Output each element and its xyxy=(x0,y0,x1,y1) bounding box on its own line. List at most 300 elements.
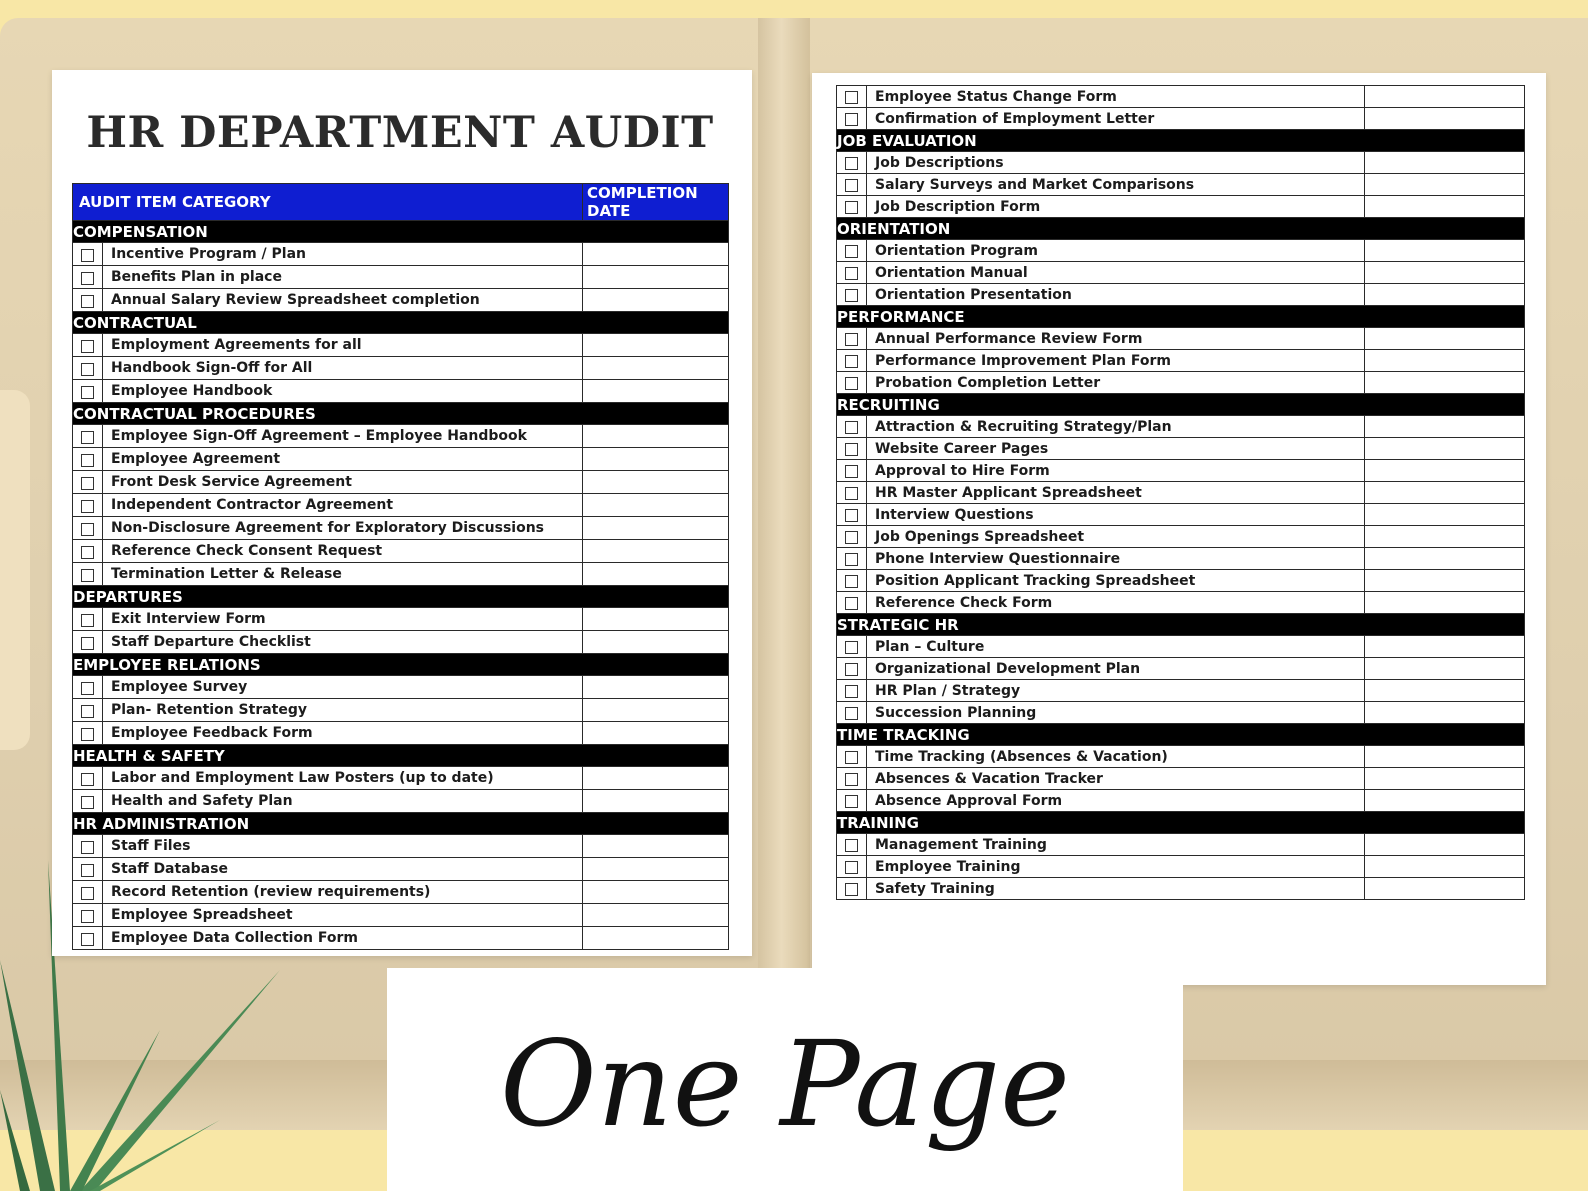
checkbox-cell xyxy=(837,548,867,570)
checkbox[interactable] xyxy=(845,663,858,676)
table-row xyxy=(73,425,729,448)
audit-item-label: Employee Training xyxy=(867,856,1365,878)
table-row xyxy=(73,676,729,699)
table-row xyxy=(837,636,1525,658)
completion-date-cell[interactable] xyxy=(583,243,729,266)
audit-table-left xyxy=(72,183,729,950)
completion-date-cell[interactable] xyxy=(583,835,729,858)
completion-date-cell[interactable] xyxy=(1365,240,1525,262)
table-row xyxy=(837,328,1525,350)
checkbox-cell xyxy=(837,834,867,856)
checkbox[interactable] xyxy=(81,773,94,786)
checkbox-cell xyxy=(73,266,103,289)
checkbox-cell xyxy=(73,676,103,699)
audit-item-label: Absences & Vacation Tracker xyxy=(867,768,1365,790)
completion-date-cell[interactable] xyxy=(1365,86,1525,108)
category-label: COMPENSATION xyxy=(73,221,729,243)
completion-date-cell[interactable] xyxy=(583,722,729,745)
completion-date-cell[interactable] xyxy=(1365,196,1525,218)
checkbox-cell xyxy=(73,858,103,881)
audit-item-label: Employee Survey xyxy=(103,676,583,699)
checkbox-cell xyxy=(837,174,867,196)
checkbox[interactable] xyxy=(845,355,858,368)
checkbox-cell xyxy=(73,767,103,790)
completion-date-cell[interactable] xyxy=(1365,108,1525,130)
completion-date-cell[interactable] xyxy=(1365,262,1525,284)
checkbox[interactable] xyxy=(845,861,858,874)
checkbox[interactable] xyxy=(845,597,858,610)
checkbox[interactable] xyxy=(81,431,94,444)
category-label: DEPARTURES xyxy=(73,586,729,608)
checkbox-cell xyxy=(837,460,867,482)
completion-date-cell[interactable] xyxy=(583,676,729,699)
category-label: STRATEGIC HR xyxy=(837,614,1525,636)
checkbox[interactable] xyxy=(81,933,94,946)
checkbox[interactable] xyxy=(81,796,94,809)
table-row xyxy=(837,702,1525,724)
audit-item-label: Health and Safety Plan xyxy=(103,790,583,813)
table-row xyxy=(837,284,1525,306)
completion-date-cell[interactable] xyxy=(583,540,729,563)
checkbox[interactable] xyxy=(845,487,858,500)
header-completion-date: COMPLETION DATE xyxy=(583,184,729,221)
checkbox[interactable] xyxy=(81,477,94,490)
table-row xyxy=(837,174,1525,196)
audit-item-label: HR Plan / Strategy xyxy=(867,680,1365,702)
checkbox[interactable] xyxy=(845,707,858,720)
category-row-performance xyxy=(837,306,1525,328)
table-row xyxy=(73,517,729,540)
category-label: EMPLOYEE RELATIONS xyxy=(73,654,729,676)
completion-date-cell[interactable] xyxy=(1365,152,1525,174)
checkbox-cell xyxy=(73,334,103,357)
completion-date-cell[interactable] xyxy=(1365,746,1525,768)
category-label: TIME TRACKING xyxy=(837,724,1525,746)
checkbox[interactable] xyxy=(845,795,858,808)
completion-date-cell[interactable] xyxy=(583,608,729,631)
checkbox-cell xyxy=(73,927,103,950)
completion-date-cell[interactable] xyxy=(583,858,729,881)
audit-item-label: Interview Questions xyxy=(867,504,1365,526)
checkbox[interactable] xyxy=(81,569,94,582)
audit-item-label: Reference Check Form xyxy=(867,592,1365,614)
completion-date-cell[interactable] xyxy=(583,904,729,927)
checkbox[interactable] xyxy=(81,454,94,467)
checkbox[interactable] xyxy=(81,386,94,399)
completion-date-cell[interactable] xyxy=(583,563,729,586)
checkbox-cell xyxy=(73,289,103,312)
checkbox[interactable] xyxy=(81,682,94,695)
checkbox-cell xyxy=(837,768,867,790)
checkbox-cell xyxy=(837,196,867,218)
checkbox[interactable] xyxy=(81,728,94,741)
table-row xyxy=(837,834,1525,856)
table-row xyxy=(837,108,1525,130)
checkbox[interactable] xyxy=(845,575,858,588)
audit-item-label: Labor and Employment Law Posters (up to date) xyxy=(103,767,583,790)
table-row xyxy=(73,334,729,357)
checkbox-cell xyxy=(837,702,867,724)
audit-item-label: Orientation Presentation xyxy=(867,284,1365,306)
completion-date-cell[interactable] xyxy=(1365,350,1525,372)
table-row xyxy=(73,357,729,380)
completion-date-cell[interactable] xyxy=(1365,658,1525,680)
completion-date-cell[interactable] xyxy=(1365,416,1525,438)
checkbox-cell xyxy=(73,835,103,858)
table-row xyxy=(837,658,1525,680)
completion-date-cell[interactable] xyxy=(583,425,729,448)
audit-item-label: Employee Status Change Form xyxy=(867,86,1365,108)
checkbox[interactable] xyxy=(845,113,858,126)
audit-item-label: Confirmation of Employment Letter xyxy=(867,108,1365,130)
checkbox-cell xyxy=(73,631,103,654)
checkbox-cell xyxy=(837,416,867,438)
checkbox[interactable] xyxy=(845,751,858,764)
table-row xyxy=(837,152,1525,174)
checkbox-cell xyxy=(73,722,103,745)
table-row xyxy=(73,904,729,927)
checkbox-cell xyxy=(73,471,103,494)
checkbox[interactable] xyxy=(81,637,94,650)
checkbox[interactable] xyxy=(81,910,94,923)
completion-date-cell[interactable] xyxy=(1365,768,1525,790)
checkbox-cell xyxy=(837,592,867,614)
audit-item-label: Annual Salary Review Spreadsheet completion xyxy=(103,289,583,312)
completion-date-cell[interactable] xyxy=(1365,592,1525,614)
table-row xyxy=(73,881,729,904)
completion-date-cell[interactable] xyxy=(1365,856,1525,878)
table-row xyxy=(73,494,729,517)
table-row xyxy=(73,563,729,586)
table-row xyxy=(837,416,1525,438)
page-title: HR DEPARTMENT AUDIT xyxy=(86,108,714,158)
checkbox[interactable] xyxy=(81,614,94,627)
table-row xyxy=(837,878,1525,900)
checkbox[interactable] xyxy=(845,157,858,170)
folder-fold xyxy=(758,18,810,1128)
checkbox[interactable] xyxy=(81,887,94,900)
checkbox-cell xyxy=(73,494,103,517)
table-row xyxy=(837,570,1525,592)
checkbox-cell xyxy=(837,680,867,702)
folder-tab xyxy=(0,390,30,750)
checkbox-cell xyxy=(837,504,867,526)
table-row xyxy=(73,927,729,950)
checkbox[interactable] xyxy=(81,295,94,308)
checkbox-cell xyxy=(837,86,867,108)
audit-item-label: Safety Training xyxy=(867,878,1365,900)
table-row xyxy=(837,592,1525,614)
completion-date-cell[interactable] xyxy=(1365,438,1525,460)
completion-date-cell[interactable] xyxy=(583,881,729,904)
completion-date-cell[interactable] xyxy=(1365,174,1525,196)
checkbox-cell xyxy=(837,636,867,658)
category-row-training xyxy=(837,812,1525,834)
audit-item-label: Performance Improvement Plan Form xyxy=(867,350,1365,372)
checkbox[interactable] xyxy=(845,289,858,302)
category-row-strategic-hr xyxy=(837,614,1525,636)
checkbox[interactable] xyxy=(845,465,858,478)
table-row xyxy=(837,526,1525,548)
checkbox-cell xyxy=(837,746,867,768)
audit-item-label: Succession Planning xyxy=(867,702,1365,724)
audit-item-label: Organizational Development Plan xyxy=(867,658,1365,680)
checkbox[interactable] xyxy=(845,377,858,390)
checkbox[interactable] xyxy=(81,272,94,285)
checkbox[interactable] xyxy=(845,179,858,192)
audit-item-label: Orientation Manual xyxy=(867,262,1365,284)
checkbox-cell xyxy=(837,482,867,504)
checkbox-cell xyxy=(837,350,867,372)
table-row xyxy=(837,548,1525,570)
category-row-hr-administration xyxy=(73,813,729,835)
audit-item-label: Independent Contractor Agreement xyxy=(103,494,583,517)
checkbox[interactable] xyxy=(845,685,858,698)
audit-item-label: Plan- Retention Strategy xyxy=(103,699,583,722)
audit-item-label: Employee Sign-Off Agreement – Employee Handbook xyxy=(103,425,583,448)
table-row xyxy=(73,835,729,858)
completion-date-cell[interactable] xyxy=(583,927,729,950)
category-label: CONTRACTUAL xyxy=(73,312,729,334)
completion-date-cell[interactable] xyxy=(1365,460,1525,482)
checkbox-cell xyxy=(837,108,867,130)
completion-date-cell[interactable] xyxy=(1365,790,1525,812)
checkbox[interactable] xyxy=(81,363,94,376)
table-row xyxy=(73,699,729,722)
table-row xyxy=(837,438,1525,460)
category-label: TRAINING xyxy=(837,812,1525,834)
checkbox[interactable] xyxy=(845,641,858,654)
audit-item-label: Benefits Plan in place xyxy=(103,266,583,289)
category-row-departures xyxy=(73,586,729,608)
checkbox-cell xyxy=(73,608,103,631)
checkbox[interactable] xyxy=(845,883,858,896)
checkbox[interactable] xyxy=(845,333,858,346)
checkbox-cell xyxy=(73,790,103,813)
category-row-contractual-procedures xyxy=(73,403,729,425)
audit-table-right xyxy=(836,85,1525,900)
checkbox-cell xyxy=(837,438,867,460)
audit-item-label: Record Retention (review requirements) xyxy=(103,881,583,904)
completion-date-cell[interactable] xyxy=(1365,482,1525,504)
table-row xyxy=(837,460,1525,482)
checkbox-cell xyxy=(73,517,103,540)
completion-date-cell[interactable] xyxy=(583,471,729,494)
table-row xyxy=(837,746,1525,768)
completion-date-cell[interactable] xyxy=(1365,834,1525,856)
audit-item-label: Staff Departure Checklist xyxy=(103,631,583,654)
table-row xyxy=(837,372,1525,394)
completion-date-cell[interactable] xyxy=(1365,372,1525,394)
checkbox-cell xyxy=(837,284,867,306)
completion-date-cell[interactable] xyxy=(1365,702,1525,724)
audit-item-label: Annual Performance Review Form xyxy=(867,328,1365,350)
table-row xyxy=(73,266,729,289)
audit-item-label: Employee Feedback Form xyxy=(103,722,583,745)
checkbox[interactable] xyxy=(845,443,858,456)
checkbox-cell xyxy=(837,152,867,174)
completion-date-cell[interactable] xyxy=(1365,284,1525,306)
category-row-orientation xyxy=(837,218,1525,240)
audit-item-label: Position Applicant Tracking Spreadsheet xyxy=(867,570,1365,592)
audit-item-label: Plan – Culture xyxy=(867,636,1365,658)
audit-item-label: Approval to Hire Form xyxy=(867,460,1365,482)
checkbox-cell xyxy=(837,878,867,900)
completion-date-cell[interactable] xyxy=(583,266,729,289)
audit-item-label: Exit Interview Form xyxy=(103,608,583,631)
table-row xyxy=(837,196,1525,218)
audit-item-label: Website Career Pages xyxy=(867,438,1365,460)
category-label: HR ADMINISTRATION xyxy=(73,813,729,835)
audit-item-label: Handbook Sign-Off for All xyxy=(103,357,583,380)
category-label: PERFORMANCE xyxy=(837,306,1525,328)
completion-date-cell[interactable] xyxy=(1365,526,1525,548)
table-row xyxy=(73,243,729,266)
table-row xyxy=(73,289,729,312)
completion-date-cell[interactable] xyxy=(583,494,729,517)
audit-item-label: Probation Completion Letter xyxy=(867,372,1365,394)
checkbox-cell xyxy=(837,570,867,592)
checkbox-cell xyxy=(73,540,103,563)
audit-item-label: Employee Agreement xyxy=(103,448,583,471)
completion-date-cell[interactable] xyxy=(583,517,729,540)
completion-date-cell[interactable] xyxy=(1365,680,1525,702)
checkbox[interactable] xyxy=(845,773,858,786)
checkbox-cell xyxy=(73,380,103,403)
checkbox[interactable] xyxy=(81,249,94,262)
table-row xyxy=(73,790,729,813)
audit-item-label: Incentive Program / Plan xyxy=(103,243,583,266)
category-row-health-safety xyxy=(73,745,729,767)
one-page-signature xyxy=(387,975,1183,1191)
table-row xyxy=(73,608,729,631)
checkbox[interactable] xyxy=(81,523,94,536)
audit-item-label: Management Training xyxy=(867,834,1365,856)
checkbox[interactable] xyxy=(81,500,94,513)
completion-date-cell[interactable] xyxy=(583,334,729,357)
category-row-compensation xyxy=(73,221,729,243)
completion-date-cell[interactable] xyxy=(1365,328,1525,350)
completion-date-cell[interactable] xyxy=(1365,636,1525,658)
checkbox-cell xyxy=(73,699,103,722)
checkbox[interactable] xyxy=(81,864,94,877)
completion-date-cell[interactable] xyxy=(1365,548,1525,570)
checkbox-cell xyxy=(837,790,867,812)
completion-date-cell[interactable] xyxy=(583,448,729,471)
checkbox[interactable] xyxy=(845,553,858,566)
audit-item-label: Job Description Form xyxy=(867,196,1365,218)
completion-date-cell[interactable] xyxy=(583,790,729,813)
table-row xyxy=(837,790,1525,812)
audit-item-label: Staff Files xyxy=(103,835,583,858)
completion-date-cell[interactable] xyxy=(583,357,729,380)
checkbox-cell xyxy=(73,563,103,586)
table-row xyxy=(73,540,729,563)
checkbox-cell xyxy=(73,448,103,471)
checkbox[interactable] xyxy=(845,201,858,214)
audit-item-label: Orientation Program xyxy=(867,240,1365,262)
table-row xyxy=(73,448,729,471)
audit-item-label: Non-Disclosure Agreement for Exploratory Discussions xyxy=(103,517,583,540)
checkbox-cell xyxy=(837,856,867,878)
audit-item-label: Employee Data Collection Form xyxy=(103,927,583,950)
checkbox[interactable] xyxy=(81,705,94,718)
table-header-row xyxy=(73,184,729,221)
table-row xyxy=(837,768,1525,790)
category-label: ORIENTATION xyxy=(837,218,1525,240)
checkbox[interactable] xyxy=(81,546,94,559)
audit-item-label: Time Tracking (Absences & Vacation) xyxy=(867,746,1365,768)
completion-date-cell[interactable] xyxy=(583,767,729,790)
category-label: HEALTH & SAFETY xyxy=(73,745,729,767)
checkbox-cell xyxy=(73,357,103,380)
completion-date-cell[interactable] xyxy=(583,380,729,403)
audit-item-label: Phone Interview Questionnaire xyxy=(867,548,1365,570)
category-row-employee-relations xyxy=(73,654,729,676)
table-row xyxy=(837,856,1525,878)
checkbox-cell xyxy=(73,904,103,927)
checkbox[interactable] xyxy=(845,509,858,522)
audit-item-label: Front Desk Service Agreement xyxy=(103,471,583,494)
checkbox[interactable] xyxy=(845,839,858,852)
category-label: CONTRACTUAL PROCEDURES xyxy=(73,403,729,425)
category-label: RECRUITING xyxy=(837,394,1525,416)
audit-item-label: Job Openings Spreadsheet xyxy=(867,526,1365,548)
category-row-contractual xyxy=(73,312,729,334)
checkbox[interactable] xyxy=(845,421,858,434)
audit-item-label: Salary Surveys and Market Comparisons xyxy=(867,174,1365,196)
audit-item-label: Termination Letter & Release xyxy=(103,563,583,586)
checkbox[interactable] xyxy=(845,91,858,104)
checkbox-cell xyxy=(837,526,867,548)
table-row xyxy=(837,240,1525,262)
audit-item-label: Employee Handbook xyxy=(103,380,583,403)
table-row xyxy=(837,262,1525,284)
table-row xyxy=(73,631,729,654)
table-row xyxy=(73,380,729,403)
checkbox[interactable] xyxy=(81,340,94,353)
completion-date-cell[interactable] xyxy=(583,631,729,654)
audit-item-label: Reference Check Consent Request xyxy=(103,540,583,563)
table-row xyxy=(73,722,729,745)
audit-item-label: Employee Spreadsheet xyxy=(103,904,583,927)
completion-date-cell[interactable] xyxy=(1365,504,1525,526)
table-row xyxy=(73,767,729,790)
audit-item-label: Job Descriptions xyxy=(867,152,1365,174)
category-row-job-evaluation xyxy=(837,130,1525,152)
completion-date-cell[interactable] xyxy=(1365,570,1525,592)
audit-item-label: Employment Agreements for all xyxy=(103,334,583,357)
completion-date-cell[interactable] xyxy=(1365,878,1525,900)
completion-date-cell[interactable] xyxy=(583,699,729,722)
audit-item-label: Staff Database xyxy=(103,858,583,881)
completion-date-cell[interactable] xyxy=(583,289,729,312)
table-row xyxy=(837,350,1525,372)
checkbox-cell xyxy=(837,658,867,680)
checkbox-cell xyxy=(73,425,103,448)
checkbox[interactable] xyxy=(81,841,94,854)
table-row xyxy=(837,482,1525,504)
checkbox[interactable] xyxy=(845,531,858,544)
checkbox[interactable] xyxy=(845,267,858,280)
table-row xyxy=(73,471,729,494)
table-row xyxy=(837,86,1525,108)
checkbox-cell xyxy=(837,328,867,350)
audit-item-label: Attraction & Recruiting Strategy/Plan xyxy=(867,416,1365,438)
checkbox-cell xyxy=(837,372,867,394)
checkbox-cell xyxy=(837,240,867,262)
checkbox[interactable] xyxy=(845,245,858,258)
